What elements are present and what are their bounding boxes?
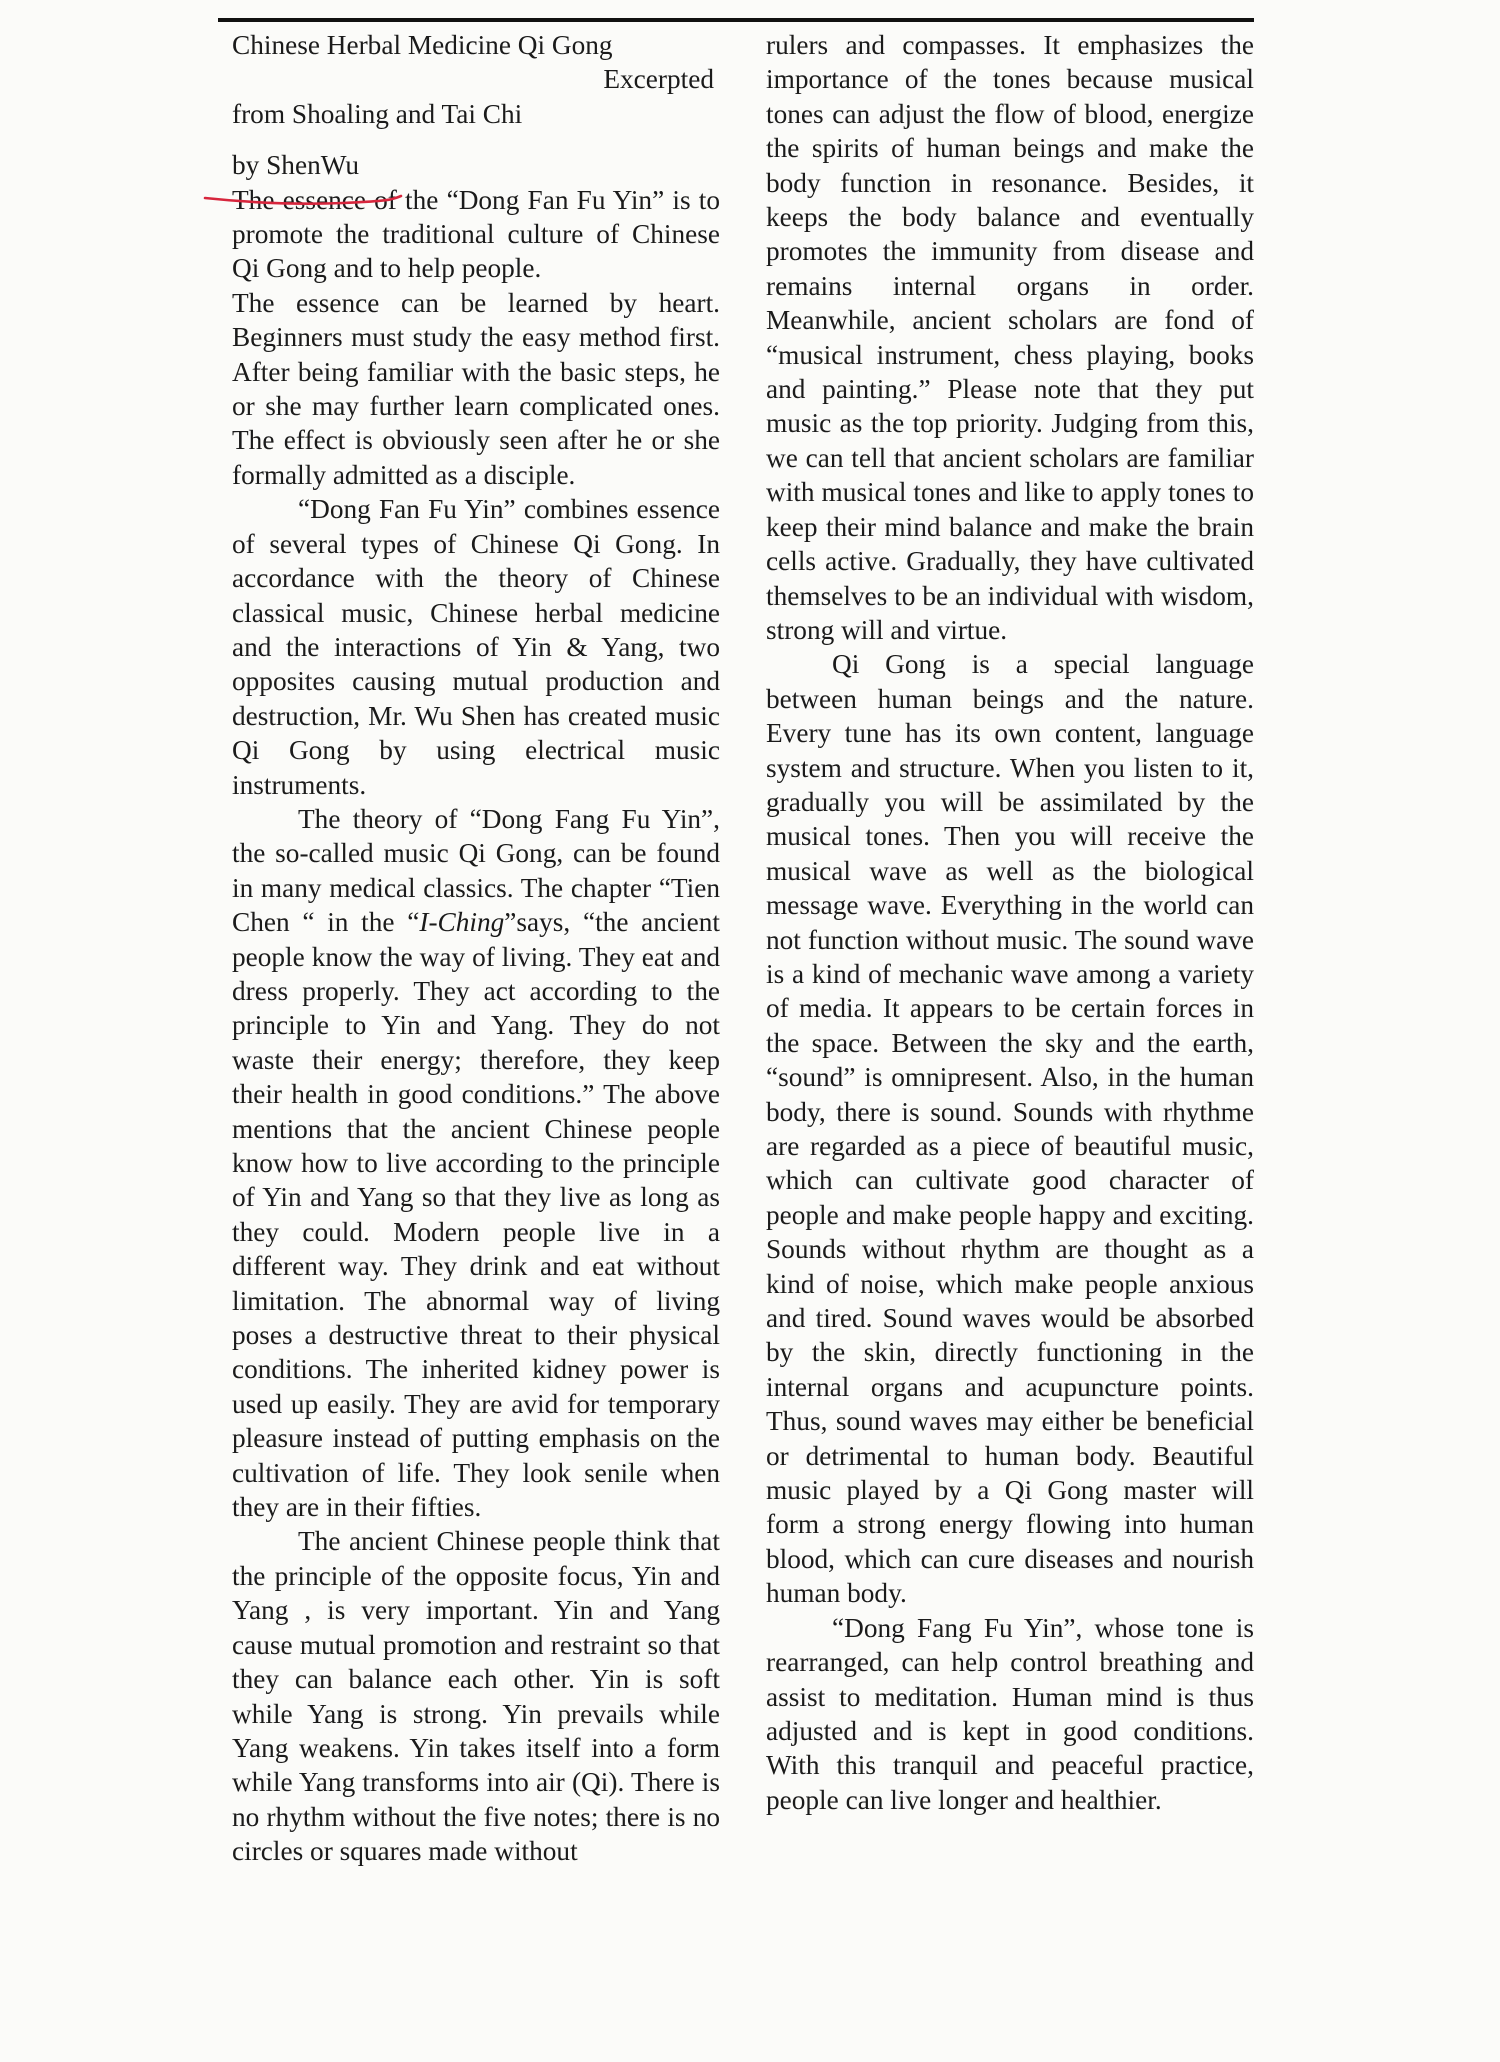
- paragraph: “Dong Fang Fu Yin”, whose tone is rearranged, can help control breathing and assist to meditation. Human mind is thus adjusted and is kept in good conditions. With this tranquil and peaceful practice, people can live longer and healthier.: [766, 1612, 1254, 1815]
- book-title: I-Ching: [419, 907, 505, 938]
- top-rule: [218, 18, 1254, 22]
- right-column: [766, 28, 1254, 1817]
- article-source-label: Excerpted: [603, 64, 714, 95]
- paragraph: [232, 802, 720, 1525]
- left-column: [232, 28, 720, 1869]
- byline: by ShenWu: [232, 150, 360, 181]
- paragraph: The ancient Chinese people think that the principle of the opposite focus, Yin and Yang , is very important. Yin and Yang cause mutual promotion and restraint so that they can balance each other. Yin is soft while Yang is strong. Yin prevails while Yang weakens. Yin takes itself into a form while Yang transforms into air (Qi). There is no rhythm without the five notes; there is no circles or squares made without: [232, 1526, 720, 1867]
- paragraph-text: The theory of “Dong Fang Fu Yin”, the so-called music Qi Gong, can be found in many medical classics. The chapter “Tien Chen “ in the “: [232, 803, 720, 938]
- article-source: from Shoaling and Tai Chi: [232, 98, 523, 129]
- paragraph-text: ”says, “the ancient people know the way of living. They eat and dress properly. They act according to the principle to Yin and Yang. They do not waste their energy; therefore, they keep their health in good conditions.” The above mentions that the ancient Chinese people know how to live according to the principle of Yin and Yang so that they live as long as they could. Modern people live in a different way. They drink and eat without limitation. The abnormal way of living poses a destructive threat to their physical conditions. The inherited kidney power is used up easily. They are avid for temporary pleasure instead of putting emphasis on the cultivation of life. They look senile when they are in their fifties.: [232, 907, 720, 1523]
- article-title: Chinese Herbal Medicine Qi Gong: [232, 30, 613, 60]
- paragraph: “Dong Fan Fu Yin” combines essence of several types of Chinese Qi Gong. In accordance with the theory of Chinese classical music, Chinese herbal medicine and the interactions of Yin & Yang, two opposites causing mutual production and destruction, Mr. Wu Shen has created music Qi Gong by using electrical music instruments.: [232, 494, 720, 800]
- paragraph: Qi Gong is a special language between human beings and the nature. Every tune has its own content, language system and structure. When you listen to it, gradually you will be assimilated by the musical tones. Then you will receive the musical wave as well as the biological message wave. Everything in the world can not function without music. The sound wave is a kind of mechanic wave among a variety of media. It appears to be certain forces in the space. Between the sky and the earth, “sound” is omnipresent. Also, in the human body, there is sound. Sounds with rhythme are regarded as a piece of beautiful music, which can cultivate good character of people and make people happy and exciting. Sounds without rhythm are thought as a kind of noise, which make people anxious and tired. Sound waves would be absorbed by the skin, directly functioning in the internal organs and acupuncture points. Thus, sound waves may either be beneficial or detrimental to human body. Beautiful music played by a Qi Gong master will form a strong energy flowing into human blood, which can cure diseases and nourish human body.: [766, 649, 1254, 1609]
- paragraph: The essence of the “Dong Fan Fu Yin” is to promote the traditional culture of Chinese Qi Gong and to help people.: [232, 184, 720, 284]
- paragraph: rulers and compasses. It emphasizes the importance of the tones because musical tones can adjust the flow of blood, energize the spirits of human beings and make the body function in resonance. Besides, it keeps the body balance and eventually promotes the immunity from disease and remains internal organs in order. Meanwhile, ancient scholars are fond of “musical instrument, chess playing, books and painting.” Please note that they put music as the top priority. Judging from this, we can tell that ancient scholars are familiar with musical tones and like to apply tones to keep their mind balance and make the brain cells active. Gradually, they have cultivated themselves to be an individual with wisdom, strong will and virtue.: [766, 30, 1254, 645]
- paragraph: The essence can be learned by heart. Beginners must study the easy method first. After being familiar with the basic steps, he or she may further learn complicated ones. The effect is obviously seen after he or she formally admitted as a disciple.: [232, 287, 720, 490]
